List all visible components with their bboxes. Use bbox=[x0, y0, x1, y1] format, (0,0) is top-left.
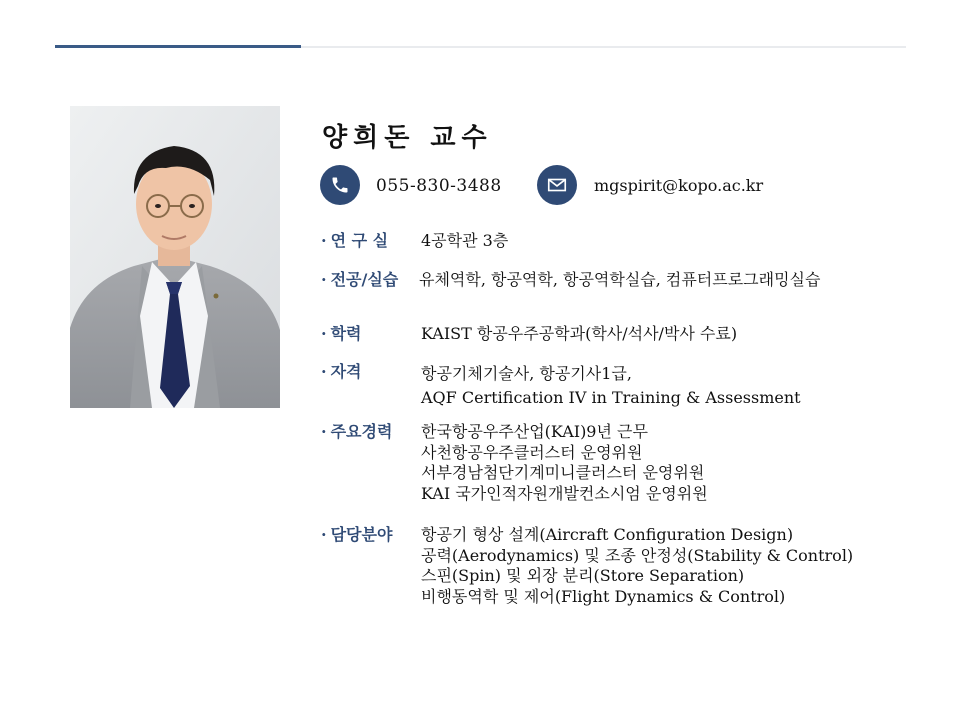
info-value-major: 유체역학, 항공역학, 항공역학실습, 컴퓨터프로그래밍실습 bbox=[419, 270, 821, 289]
header-accent-bar bbox=[55, 45, 301, 48]
info-label-fields: · 담당분야 bbox=[321, 525, 393, 544]
phone-icon bbox=[320, 165, 360, 205]
info-value-license: 항공기체기술사, 항공기사1급, AQF Certification IV in Training & Assessment bbox=[421, 364, 801, 407]
mail-icon bbox=[537, 165, 577, 205]
info-value-career: 한국항공우주산업(KAI)9년 근무 사천항공우주클러스터 운영위원 서부경남첨단기계미니클러스터 운영위원 KAI 국가인적자원개발컨소시엄 운영위원 bbox=[421, 422, 708, 503]
info-label-education: · 학력 bbox=[321, 324, 362, 343]
phone-number: 055-830-3488 bbox=[376, 176, 502, 196]
info-value-lab: 4공학관 3층 bbox=[421, 231, 509, 250]
info-value-education: KAIST 항공우주공학과(학사/석사/박사 수료) bbox=[421, 324, 738, 343]
profile-photo bbox=[70, 106, 280, 408]
info-label-license: · 자격 bbox=[321, 362, 362, 381]
email-address: mgspirit@kopo.ac.kr bbox=[594, 176, 764, 195]
info-label-major: · 전공/실습 bbox=[321, 270, 399, 289]
info-label-career: · 주요경력 bbox=[321, 422, 393, 441]
info-label-lab: · 연 구 실 bbox=[321, 231, 389, 250]
info-value-fields: 항공기 형상 설계(Aircraft Configuration Design) 공력(Aerodynamics) 및 조종 안정성(Stability & Control) 스핀(Spin) 및 외장 분리(Store Separation) 비행동역학 및 제어(Flight Dynamics & Control) bbox=[421, 525, 854, 606]
professor-name: 양희돈 교수 bbox=[322, 123, 493, 153]
